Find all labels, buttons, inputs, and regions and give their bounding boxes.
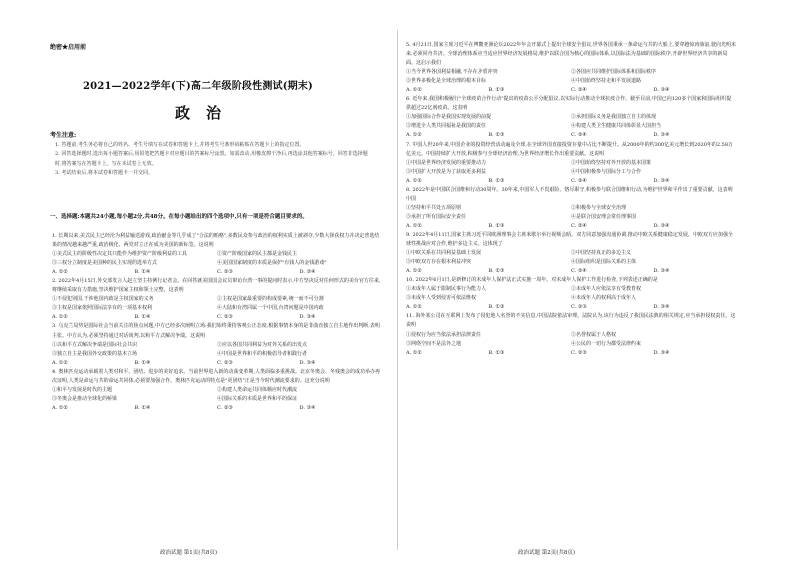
answer-option: B. ①③ (488, 222, 505, 229)
answer-option: A. ①② (406, 222, 422, 229)
answer-option: A. ①② (406, 132, 422, 139)
statement: ②构建人类命运共同体顺应时代潮流 (217, 386, 298, 393)
question (406, 95, 736, 140)
section-title (50, 213, 375, 222)
question-statements (52, 295, 382, 313)
answer-option: D. ③④ (653, 87, 670, 94)
question (406, 276, 736, 312)
question-stem: 6. 近年来,我国积极履行"全球疫苗合作行动"提出的疫苗公平分配倡议,以实际行动推动全球抗疫合作。截至目前,中国已向120多个国家和国际组织提供超过22亿剂疫苗。这表明 (406, 96, 732, 112)
question (406, 231, 736, 276)
statement: ③冬奥会是推动全球化的桥梁 (52, 395, 118, 402)
answer-option: C. ②③ (217, 314, 233, 321)
statement: ④国际组织是国际关系的主体 (571, 259, 637, 266)
statement: ③三权分立制度是美国种的民主实现的选举方式 (52, 260, 158, 267)
left-page (0, 0, 396, 561)
question (52, 322, 382, 367)
statement: ①当今世界各国利益相融,不存在矛盾冲突 (406, 69, 498, 76)
statement: ③中国扩大开放是为了获取更多利益 (406, 168, 487, 175)
answer-option: C. ②④ (571, 268, 587, 275)
notice-list (55, 141, 370, 179)
answer-option: A. ①② (406, 177, 422, 184)
statement: ①坚持和平共处五项原则 (406, 204, 462, 211)
exam-title: 2021—2022学年(下)高二年级阶段性测试(期末) (83, 81, 313, 92)
answer-option: B. ①③ (488, 87, 505, 94)
question-statements (406, 249, 736, 267)
notice-item: 3. 考试结束后,将本试卷和答题卡一并交回。 (55, 170, 153, 177)
question (406, 312, 736, 357)
statement: ④公民的一切行为都受法律约束 (571, 340, 642, 347)
answer-option: C. ②④ (571, 132, 587, 139)
answer-option: D. ③④ (299, 314, 316, 321)
question-stem: 2. 2022年4月15日,外交部发言人赵立坚主持例行记者会。在回答就美国国会议员窜访台湾一事的提问时表示,中方坚决反对任何形式的美台官方往来,将继续采取有力措施,坚决维护国家主权和领土完整。这表明 (52, 278, 381, 294)
statement: ②积极参与全球安全治理 (571, 204, 627, 211)
question-statements (406, 204, 736, 222)
question-stem: 8. 2022年是中国联合国维和行动30周年。30年来,中国军人不畏艰险、恪尽职守,积极参与联合国维和行动,为维护世界和平作出了重要贡献。这表明中国 (406, 186, 733, 202)
question (406, 141, 736, 186)
answer-option: A. ①② (52, 269, 68, 276)
statement: ④是联合国安理会常任理事国 (571, 213, 637, 220)
question-statements (406, 285, 736, 303)
statement: ②应以各国共同利益为对外关系的出发点 (217, 341, 308, 348)
secret-mark: 绝密★启用前 (50, 44, 87, 51)
answer-options (52, 359, 382, 368)
statement: ①中欧关系在共同利益基础上发展 (406, 250, 482, 257)
notice-heading: 考生注意: (50, 132, 77, 139)
answer-option: A. ①② (52, 404, 68, 411)
question (52, 232, 382, 277)
statement: ②主权是国家最重要的构成要素,统一而不可分割 (217, 296, 324, 303)
notice-item: 2. 回答选择题时,选出每小题答案后,用铅笔把答题卡对应题目的答案标号涂黑。如需改动,用橡皮擦干净后,再选涂其他答案标号。回答非选择题时,将答案写在答题卡上。写在本试卷上无效。 (55, 151, 368, 167)
answer-option: D. ③④ (299, 404, 316, 411)
statement: ①未成年人属于限制民事行为能力人 (406, 286, 487, 293)
answer-option: A. ①② (52, 314, 68, 321)
statement: ④中国是世界和平的积极倡导者和践行者 (217, 350, 308, 357)
statement: ④国际关系的本质是世界和平的保证 (217, 395, 298, 402)
statement: ③独立自主是我国外交政策的基本立场 (52, 350, 138, 357)
answer-option: D. ③④ (653, 349, 670, 356)
statement: ④大陆和台湾同属一个中国,台湾问题是中国内政 (217, 305, 324, 312)
statement: ①和平与发展是时代的主题 (52, 386, 113, 393)
statement: ③增进全人类共同福祉是我国的责任 (406, 123, 487, 130)
question (406, 41, 736, 95)
answer-option: C. ②③ (217, 269, 233, 276)
subject-title: 政治 (174, 104, 237, 122)
statement: ④中国积极参与国际分工与合作 (571, 168, 642, 175)
question-stem: 9. 2022年4月11日,国家主席习近平同欧洲理事会主席米歇尔举行视频会晤。双方同意加强沟通协调,推动中欧关系健康稳定发展。中欧双方应加强全球性挑战应对合作,维护多边主义。这体现了 (406, 231, 733, 248)
answer-option: A. ①② (406, 349, 422, 356)
question-statements (52, 341, 382, 359)
answer-options (52, 404, 382, 413)
statement: ①美式民主的阶级性决定其只能作为维护资产阶级利益的工具 (52, 251, 188, 258)
answer-option: C. ②③ (571, 304, 587, 311)
statement: ①加强国际合作是我国实现发展的前提 (406, 114, 492, 121)
answer-options (52, 268, 382, 277)
statement: ①以和平方式解决争端是国际社会共识 (52, 341, 138, 348)
notice-item: 1. 答题前,考生务必将自己的姓名、考生号填写在试卷和答题卡上,并将考生号条形码粘贴在答题卡上的指定位置。 (55, 142, 305, 148)
question-stem: 11. 海外某公司在互联网上发布了侵犯他人名誉的不实信息,中国法院依法审理。法院认为,该行为违反了我国民法典的相关规定,应当承担侵权责任。这说明 (406, 313, 736, 329)
answer-options (406, 267, 736, 276)
question-stem: 10. 2022年6月1日,是新修订的未成年人保护法正式实施一周年。对未成年人保护工作进行检查,下列表述正确的是 (406, 277, 658, 284)
question-stem: 5. 4月21日,国家主席习近平在博鳌亚洲论坛2022年年会开幕式上提出全球安全倡议,世界各国秉承一条命运与共的大船上,要穿越惊涛骇浪,驶向光明未来,必须同舟共济。全球治理体系应当适应世界经济发展格局,维护以联合国为核心的国际体系,以国际法为基础的国际秩序,开辟世界经济共享的新局面。这启示我们 (406, 42, 736, 67)
answer-option: D. ③④ (653, 222, 670, 229)
answer-options (406, 303, 736, 312)
question (52, 368, 382, 413)
right-page (398, 0, 794, 561)
answer-option: A. ①② (52, 359, 68, 366)
answer-option: C. ②③ (217, 359, 233, 366)
answer-options (406, 349, 736, 358)
section-title-text: 一、选择题:本题共24小题,每小题2分,共48分。在每小题给出的四个选项中,只有一项是符合题目要求的。 (50, 214, 308, 220)
statement: ④美国国家制度的本质是保护"有钱人的金钱游戏" (217, 260, 327, 267)
statement: ②未成年人应依法享有受教育权 (571, 286, 642, 293)
statement: ②名誉权属于人格权 (571, 331, 617, 338)
answer-option: A. ①② (406, 87, 422, 94)
statement: ③未成年人受到侵害可依法维权 (406, 295, 477, 302)
answer-option: B. ①④ (134, 404, 151, 411)
answer-options (406, 86, 736, 95)
question-stem: 3. 乌克兰局势是国际社会当前关注的焦点问题,中方已经多次阐明立场:我们始终秉持客观公正态度,根据事情本身的是非曲直独立自主地作出判断,表明主张。中方认为,必须坚持通过对话谈判,以和平方式解决争端。这说明 (52, 323, 380, 339)
statement: ③主权是国家依照国际法享有的一项基本权利 (52, 305, 153, 312)
answer-option: C. ②④ (571, 177, 587, 184)
answer-options (406, 131, 736, 140)
question-list-left (52, 232, 382, 532)
answer-option: B. ①③ (488, 349, 505, 356)
statement: ③网络空间不是法外之地 (406, 340, 462, 347)
question-list-right (406, 41, 736, 526)
statement: ③中欧双方存在根本利益冲突 (406, 259, 472, 266)
question-statements (52, 386, 382, 404)
answer-option: D. ③④ (653, 132, 670, 139)
question (52, 277, 382, 322)
page-footer-right: 政治试题 第2页(共8页) (518, 550, 576, 556)
statement: ③世界多极化是全球治理的根本目标 (406, 78, 487, 85)
answer-option: A. ①② (406, 304, 422, 311)
answer-option: C. ②④ (571, 87, 587, 94)
statement: ①中国是世界经济发展的重要推动力 (406, 159, 487, 166)
question-statements (406, 113, 736, 131)
statement: ④构建人类卫生健康共同体彰显大国担当 (571, 123, 662, 130)
answer-option: B. ①③ (488, 132, 505, 139)
page-footer-left: 政治试题 第1页(共8页) (160, 550, 218, 556)
answer-option: D. ③④ (653, 268, 670, 275)
answer-option: D. ③④ (299, 359, 316, 366)
answer-option: D. ③④ (653, 304, 670, 311)
answer-options (406, 222, 736, 231)
answer-option: D. ③④ (653, 177, 670, 184)
statement: ④未成年人的权利高于成年人 (571, 295, 637, 302)
answer-option: B. ①④ (134, 314, 151, 321)
answer-option: C. ②③ (571, 349, 587, 356)
question-statements (406, 331, 736, 349)
statement: ②资产阶级国家的民主都是金钱民主 (217, 251, 298, 258)
answer-option: B. ①④ (134, 269, 151, 276)
statement: ①侵权行为应当依法承担法律责任 (406, 331, 482, 338)
question (406, 186, 736, 231)
question-statements (52, 250, 382, 268)
answer-option: C. ②③ (217, 404, 233, 411)
statement: ②中国始终坚持对外开放的基本国策 (571, 159, 652, 166)
question-statements (406, 68, 736, 86)
question-stem: 4. 奥林匹克运动承载着人类对和平、团结、进步的美好追求。当前世界进入新的动荡变革期,人类面临多重挑战。北京冬奥会、冬残奥会的成功举办再次证明,人类是命运与共的命运共同体,必须要加强合作。奥林匹克运动的特点是"更团结"正是当今时代潮流要求的。这充分说明 (52, 368, 380, 384)
answer-options (52, 313, 382, 322)
answer-option: B. ①③ (488, 268, 505, 275)
statement: ②中国坚持真正的多边主义 (571, 250, 632, 257)
question-statements (406, 159, 736, 177)
statement: ①不侵犯别国,干涉他国内政是主权国家的义务 (52, 296, 154, 303)
answer-option: B. ①③ (488, 304, 505, 311)
statement: ④中国始终坚持走和平发展道路 (571, 78, 642, 85)
question-stem: 1. 长期以来,美式民主已经沦为利益输送游戏,政治献金等几乎成了"合法的贿赂",多数民众参与政治的权利实质上被剥夺,少数大择获权力并决定普选结果的情况越来越严重,政治极化、两党对立正在成为美国的新标签。这说明 (52, 233, 380, 249)
statement: ②各国应共同维护国际体系和国际秩序 (571, 69, 657, 76)
statement: ②承担国际义务是我国独立自主的体现 (571, 114, 657, 121)
answer-option: B. ①④ (134, 359, 151, 366)
answer-option: A. ①② (406, 268, 422, 275)
question-stem: 7. 中国人世20年来,中国企业的投资经营活动遍及全球,在全球外国直接投资存量中占比不断提升。从2000年的约300亿美元增长到2020年的2.58万亿美元。中国持续扩大开放,积极参与全球经济治理,为世界经济增长作出重要贡献。这说明 (406, 141, 734, 157)
answer-option: D. ③④ (299, 269, 316, 276)
answer-option: C. ②④ (571, 222, 587, 229)
statement: ③承担了所有国际安全责任 (406, 213, 467, 220)
answer-option: B. ①③ (488, 177, 505, 184)
answer-options (406, 177, 736, 186)
